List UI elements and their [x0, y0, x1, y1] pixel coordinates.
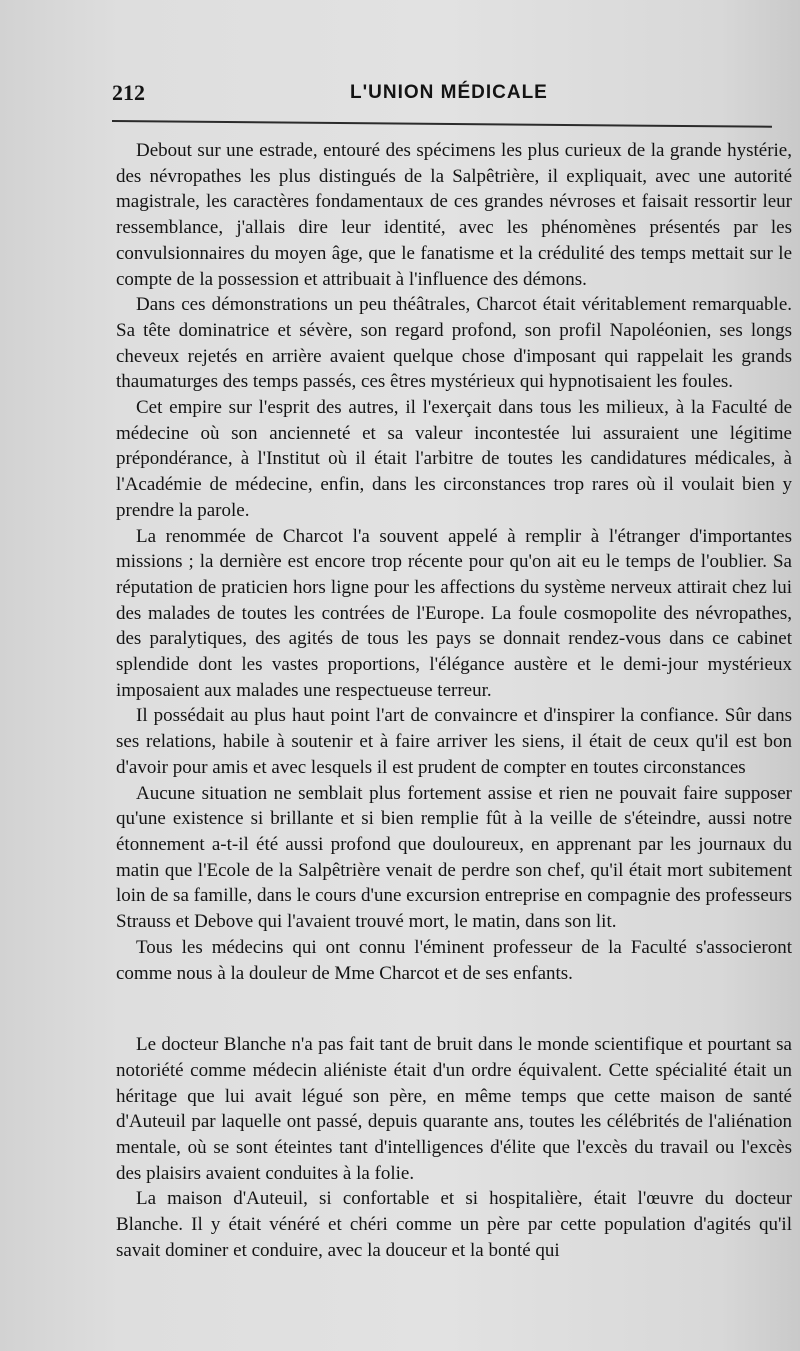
- page-number: 212: [112, 80, 145, 105]
- article-body: [116, 138, 792, 1264]
- paragraph: Le docteur Blanche n'a pas fait tant de bruit dans le monde scientifique et pourtant sa notoriété comme médecin aliéniste était d'un ordre équivalent. Cette spécialité était un héritage que lui avait légué son père, en même temps que cette maison de santé d'Auteuil par laquelle ont passé, depuis quarante ans, toutes les célébrités de l'aliénation mentale, où se sont éteintes tant d'intelligences d'élite que l'excès du travail ou l'excès des plaisirs avaient conduites à la folie.: [116, 1034, 792, 1184]
- running-title: L'UNION MÉDICALE: [350, 82, 548, 103]
- paragraph: Cet empire sur l'esprit des autres, il l'exerçait dans tous les milieux, à la Faculté de médecine où son ancienneté et sa valeur incontestée lui assuraient une légitime prépondérance, à l'Institut où il était l'arbitre de toutes les candidatures médicales, à l'Académie de médecine, enfin, dans les circonstances trop rares où il voulait bien y prendre la parole.: [116, 397, 792, 521]
- paragraph: Debout sur une estrade, entouré des spécimens les plus curieux de la grande hystérie, des névropathes les plus distingués de la Salpêtrière, il expliquait, avec une autorité magistrale, les caractères fondamentaux de ces grandes névroses et faisait ressortir leur ressemblance, j'allais dire leur identité, avec les phénomènes présentés par les convulsionnaires du moyen âge, que le fanatisme et la crédulité des temps mettait sur le compte de la possession et attribuait à l'influence des démons.: [116, 140, 792, 290]
- paragraph: Il possédait au plus haut point l'art de convaincre et d'inspirer la confiance. Sûr dans ses relations, habile à soutenir et à faire arriver les siens, il était de ceux qu'il est bon d'avoir pour amis et avec lesquels il est prudent de compter en toutes circonstances: [116, 705, 792, 778]
- paragraph: Tous les médecins qui ont connu l'éminent professeur de la Faculté s'associeront comme nous à la douleur de Mme Charcot et de ses enfants.: [116, 936, 792, 984]
- paragraph: Dans ces démonstrations un peu théâtrales, Charcot était véritablement remarquable. Sa tête dominatrice et sévère, son regard profond, son profil Napoléonien, ses longs cheveux rejetés en arrière avaient quelque chose d'imposant qui rappelait les grands thaumaturges des temps passés, ces êtres mystérieux qui hypnotisaient les foules.: [116, 294, 792, 393]
- paragraph: La renommée de Charcot l'a souvent appelé à remplir à l'étranger d'importantes missions ; la dernière est encore trop récente pour qu'on ait eu le temps de l'oublier. Sa réputation de praticien hors ligne pour les affections du système nerveux attirait chez lui des malades de toutes les contrées de l'Europe. La foule cosmopolite des névropathes, des paralytiques, des agités de tous les pays se donnait rendez-vous dans ce cabinet splendide dont les vastes proportions, l'élégance austère et le demi-jour mystérieux imposaient aux malades une respectueuse terreur.: [116, 525, 792, 701]
- page-header: [112, 80, 752, 110]
- header-rule: [112, 120, 772, 128]
- paragraph: Aucune situation ne semblait plus fortement assise et rien ne pouvait faire supposer qu'une existence si brillante et si bien remplie fût à la veille de s'éteindre, aussi notre étonnement a-t-il été aussi profond que douloureux, en apprenant par les journaux du matin que l'Ecole de la Salpêtrière venait de perdre son chef, qu'il était mort subitement loin de sa famille, dans le cours d'une excursion entreprise en compagnie des professeurs Strauss et Debove qui l'avaient trouvé mort, le matin, dans son lit.: [116, 782, 792, 933]
- paragraph: La maison d'Auteuil, si confortable et si hospitalière, était l'œuvre du docteur Blanche. Il y était vénéré et chéri comme un père par cette population d'agités qu'il savait dominer et conduire, avec la douceur et la bonté qui: [116, 1188, 792, 1261]
